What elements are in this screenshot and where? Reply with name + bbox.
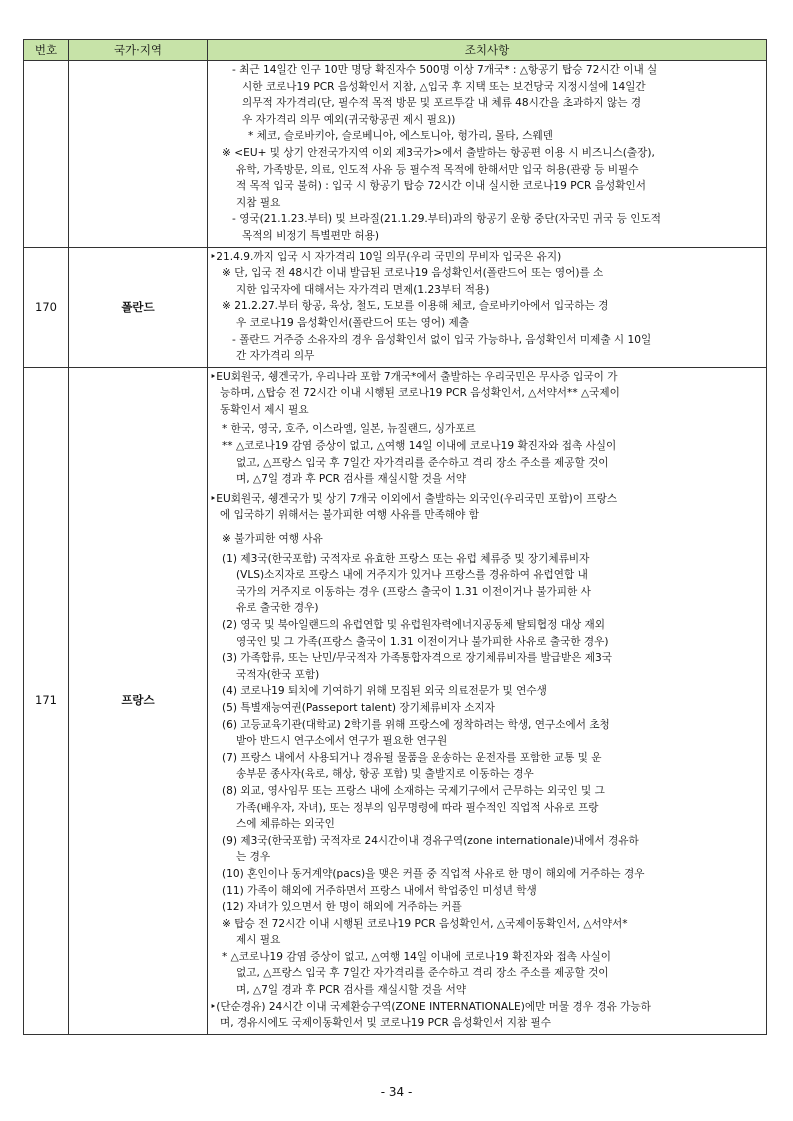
measure-line: - 최근 14일간 인구 10만 명당 확진자수 500명 이상 7개국* : △항공기 탑승 72시간 이내 실 <box>232 64 658 76</box>
measure-line: 며, 경유시에도 국제이동확인서 및 코로나19 PCR 음성확인서 지참 필수 <box>220 1017 552 1030</box>
measure-line: * 한국, 영국, 호주, 이스라엘, 일본, 뉴질랜드, 싱가포르 <box>222 423 476 436</box>
measure-line: (11) 가족이 해외에 거주하면서 프랑스 내에서 학업중인 미성년 학생 <box>222 884 537 897</box>
table-row-171 <box>24 367 767 1034</box>
measure-line: 능하며, △탑승 전 72시간 이내 시행된 코로나19 PCR 음성확인서, △서약서** △국제이 <box>220 387 620 400</box>
measure-line: (2) 영국 및 북아일랜드의 유럽연합 및 유럽원자력에너지공동체 탈퇴협정 대상 재외 <box>222 619 606 631</box>
measure-line: 지참 필요 <box>236 196 281 209</box>
row-country: 프랑스 <box>69 367 208 1034</box>
measure-line: 없고, △프랑스 입국 후 7일간 자가격리를 준수하고 격리 장소 주소를 제공할 것이 <box>236 456 609 469</box>
measure-line: 없고, △프랑스 입국 후 7일간 자가격리를 준수하고 격리 장소 주소를 제공할 것이 <box>236 967 609 980</box>
measure-line: 며, △7일 경과 후 PCR 검사를 재실시할 것을 서약 <box>236 473 467 486</box>
measures-table <box>23 39 767 1035</box>
measure-line: 유로 출국한 경우) <box>236 602 319 615</box>
row-number: 170 <box>24 247 69 367</box>
measure-line: ※ 불가피한 여행 사유 <box>222 533 323 546</box>
measure-line: 는 경우 <box>236 851 271 864</box>
measure-line: 동확인서 제시 필요 <box>220 403 309 416</box>
measure-line: (VLS)소지자로 프랑스 내에 거주지가 있거나 프랑스를 경유하여 유럽연합 내 <box>236 569 588 582</box>
measure-line: 영국인 및 그 가족(프랑스 출국이 1.31 이전이거나 불가피한 사유로 출국한 경우) <box>236 635 609 648</box>
measure-line: 목적의 비정기 특별편만 허용) <box>242 229 380 242</box>
measure-line: ※ 탑승 전 72시간 이내 시행된 코로나19 PCR 음성확인서, △국제이동확인서, △서약서* <box>222 917 628 930</box>
measure-line: 제시 필요 <box>236 934 281 947</box>
measure-line: ※ <EU+ 및 상기 안전국가지역 이외 제3국가>에서 출발하는 항공편 이용 시 비즈니스(출장), <box>222 146 655 159</box>
measure-line: 스에 체류하는 외국인 <box>236 818 335 831</box>
measure-line: ※ 단, 입국 전 48시간 이내 발급된 코로나19 음성확인서(폴란드어 또는 영어)를 소 <box>222 267 604 280</box>
measure-line: (6) 고등교육기관(대학교) 2학기를 위해 프랑스에 정착하려는 학생, 연구소에서 초청 <box>222 718 610 731</box>
measure-line: 받아 반드시 연구소에서 연구가 필요한 연구원 <box>236 735 448 748</box>
measure-line: 우 코로나19 음성확인서(폴란드어 또는 영어) 제출 <box>236 316 470 329</box>
measure-line: ‣EU회원국, 쉥겐국가, 우리나라 포함 7개국*에서 출발하는 우리국민은 무사증 입국이 가 <box>210 370 618 383</box>
measure-line: 송부문 종사자(육로, 해상, 항공 포함) 및 출발지로 이동하는 경우 <box>236 768 534 781</box>
measure-line: * △코로나19 감염 증상이 없고, △여행 14일 이내에 코로나19 확진자와 접촉 사실이 <box>222 950 611 963</box>
row-country <box>69 61 208 248</box>
measure-line: 가족(배우자, 자녀), 또는 정부의 임무명령에 따라 필수적인 직업적 사유로 프랑 <box>236 801 599 814</box>
measure-line: (4) 코로나19 퇴치에 기여하기 위해 모집된 외국 의료전문가 및 연수생 <box>222 685 547 698</box>
measure-line: ** △코로나19 감염 증상이 없고, △여행 14일 이내에 코로나19 확진자와 접촉 사실이 <box>222 440 617 453</box>
page-number: - 34 - <box>380 1085 413 1099</box>
row-measures <box>208 247 767 367</box>
measure-line: (5) 특별재능여권(Passeport talent) 장기체류비자 소지자 <box>222 701 495 714</box>
row-number: 171 <box>24 367 69 1034</box>
measure-line: ‣(단순경유) 24시간 이내 국제환승구역(ZONE INTERNATIONALE)에만 머물 경우 경유 가능하 <box>210 1000 651 1013</box>
table-row-170 <box>24 247 767 367</box>
table-row-continued <box>24 61 767 248</box>
row-measures <box>208 61 767 248</box>
measure-line: (9) 제3국(한국포함) 국적자로 24시간이내 경유구역(zone internationale)내에서 경유하 <box>222 834 639 847</box>
table-header-row <box>24 40 767 61</box>
measure-line: * 체코, 슬로바키아, 슬로베니아, 에스토니아, 헝가리, 몰타, 스웨덴 <box>248 130 553 143</box>
row-measures <box>208 367 767 1034</box>
measure-line: (12) 자녀가 있으면서 한 명이 해외에 거주하는 커플 <box>222 901 462 914</box>
measure-line: 에 입국하기 위해서는 불가피한 여행 사유를 만족해야 함 <box>220 509 479 522</box>
measure-line: 간 자가격리 의무 <box>236 350 315 363</box>
measure-line: ‣EU회원국, 쉥겐국가 및 상기 7개국 이외에서 출발하는 외국인(우리국민 포함)이 프랑스 <box>210 492 618 505</box>
measure-line: - 영국(21.1.23.부터) 및 브라질(21.1.29.부터)과의 항공기 운항 중단(자국민 귀국 등 인도적 <box>232 213 661 226</box>
measure-line: 의무적 자가격리(단, 필수적 목적 방문 및 포르투갈 내 체류 48시간을 초과하지 않는 경 <box>242 97 642 110</box>
measure-line: (3) 가족합류, 또는 난민/무국적자 가족통합자격으로 장기체류비자를 발급받은 제3국 <box>222 652 612 665</box>
measure-line: 유학, 가족방문, 의료, 인도적 사유 등 필수적 목적에 한해서만 입국 허용(관광 등 비필수 <box>236 163 639 176</box>
header-measures: 조치사항 <box>208 40 767 61</box>
measure-line: (8) 외교, 영사임무 또는 프랑스 내에 소재하는 국제기구에서 근무하는 외국인 및 그 <box>222 784 605 797</box>
header-country: 국가·지역 <box>69 40 208 61</box>
measure-line: (1) 제3국(한국포함) 국적자로 유효한 프랑스 또는 유럽 체류증 및 장기체류비자 <box>222 552 590 565</box>
measure-line: 국적자(한국 포함) <box>236 668 320 681</box>
measure-line: - 폴란드 거주증 소유자의 경우 음성확인서 없이 입국 가능하나, 음성확인서 미제출 시 10일 <box>232 333 652 346</box>
measure-line: ‣21.4.9.까지 입국 시 자가격리 10일 의무(우리 국민의 무비자 입국은 유지) <box>210 250 562 263</box>
measure-line: 시한 코로나19 PCR 음성확인서 지참, △입국 후 지택 또는 보건당국 지정시설에 14일간 <box>242 80 646 93</box>
measure-line: ※ 21.2.27.부터 항공, 육상, 철도, 도보를 이용해 체코, 슬로바키아에서 입국하는 경 <box>222 300 609 313</box>
measure-line: 적 목적 입국 불허) : 입국 시 항공기 탑승 72시간 이내 실시한 코로나19 PCR 음성확인서 <box>236 180 646 193</box>
measure-line: 며, △7일 경과 후 PCR 검사를 재실시할 것을 서약 <box>236 984 467 997</box>
row-country: 폴란드 <box>69 247 208 367</box>
measure-line: (7) 프랑스 내에서 사용되거나 경유될 물품을 운송하는 운전자를 포함한 교통 및 운 <box>222 751 602 764</box>
measure-line: 국가의 거주지로 이동하는 경우 (프랑스 출국이 1.31 이전이거나 불가피한 사 <box>236 585 591 598</box>
header-number: 번호 <box>24 40 69 61</box>
measure-line: 지한 입국자에 대해서는 자가격리 면제(1.23부터 적용) <box>236 283 490 296</box>
measure-line: (10) 혼인이나 동거계약(pacs)을 맺은 커플 중 직업적 사유로 한 명이 해외에 거주하는 경우 <box>222 867 645 880</box>
measure-line: 우 자가격리 의무 예외(귀국항공권 제시 필요)) <box>242 113 456 126</box>
row-number <box>24 61 69 248</box>
